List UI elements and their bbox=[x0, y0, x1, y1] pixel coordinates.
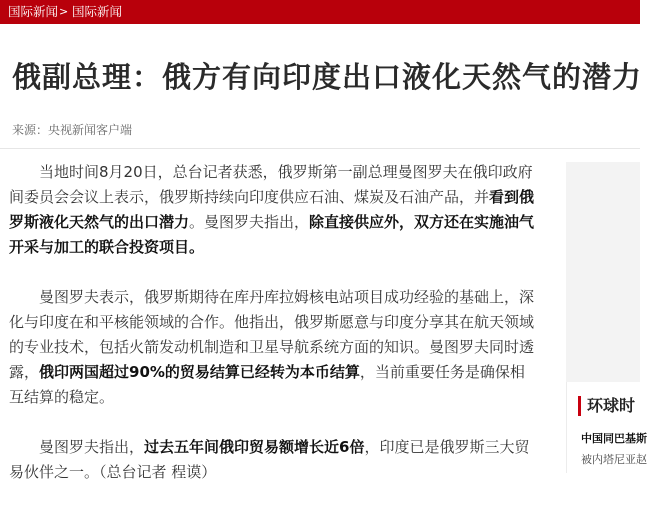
article-source: 来源：央视新闻客户端 bbox=[12, 123, 133, 137]
paragraph-text: 曼图罗夫指出， bbox=[39, 438, 145, 456]
paragraph-text: 曼图罗夫表示，俄罗斯期待在库丹库拉姆核电站项目成功经验的基础上，深化与印度在和平核能领域的合作。他指出，俄罗斯愿意与印度分享其在航天领域的专业技术，包括火箭发动机制造和卫星导航系统方面的知识。曼图罗夫同时透露， bbox=[9, 288, 535, 381]
sidebar-news-snippet[interactable]: 被内塔尼亚赵 bbox=[581, 453, 647, 466]
paragraph-text: 当地时间8月20日，总台记者获悉，俄罗斯第一副总理曼图罗夫在俄印政府间委员会会议上表示，俄罗斯持续向印度供应石油、煤炭及石油产品，并 bbox=[9, 163, 533, 206]
article-title: 俄副总理：俄方有向印度出口液化天然气的潜力 bbox=[12, 60, 643, 94]
sidebar-news-link[interactable]: 中国同巴基斯 bbox=[581, 432, 647, 445]
top-nav-bar bbox=[0, 0, 640, 24]
header-divider bbox=[0, 148, 640, 149]
breadcrumb-separator: > bbox=[59, 5, 69, 18]
breadcrumb-link-international[interactable]: 国际新闻 bbox=[8, 4, 59, 19]
paragraph-bold-text: 俄印两国超过90%的贸易结算已经转为本币结算 bbox=[39, 363, 360, 381]
paragraph-bold-text: 看到俄罗斯液化天然气的出口潜力 bbox=[9, 188, 535, 231]
sidebar-section-title: 环球时 bbox=[578, 396, 635, 416]
article-paragraph bbox=[9, 435, 537, 485]
paragraph-bold-text: 过去五年间俄印贸易额增长近6倍 bbox=[144, 438, 365, 456]
breadcrumb-link-current[interactable]: 国际新闻 bbox=[72, 4, 123, 19]
article-paragraph bbox=[9, 285, 537, 410]
paragraph-bold-text: 除直接供应外，双方还在实施油气开采与加工的联合投资项目。 bbox=[9, 213, 535, 256]
paragraph-text: ，印度已是俄罗斯三大贸易伙伴之一。（总台记者 程谟） bbox=[9, 438, 530, 481]
paragraph-text: ，当前重要任务是确保相互结算的稳定。 bbox=[9, 363, 525, 406]
article-paragraph bbox=[9, 160, 537, 260]
article-body bbox=[9, 160, 537, 510]
paragraph-text: 。曼图罗夫指出， bbox=[189, 213, 310, 231]
